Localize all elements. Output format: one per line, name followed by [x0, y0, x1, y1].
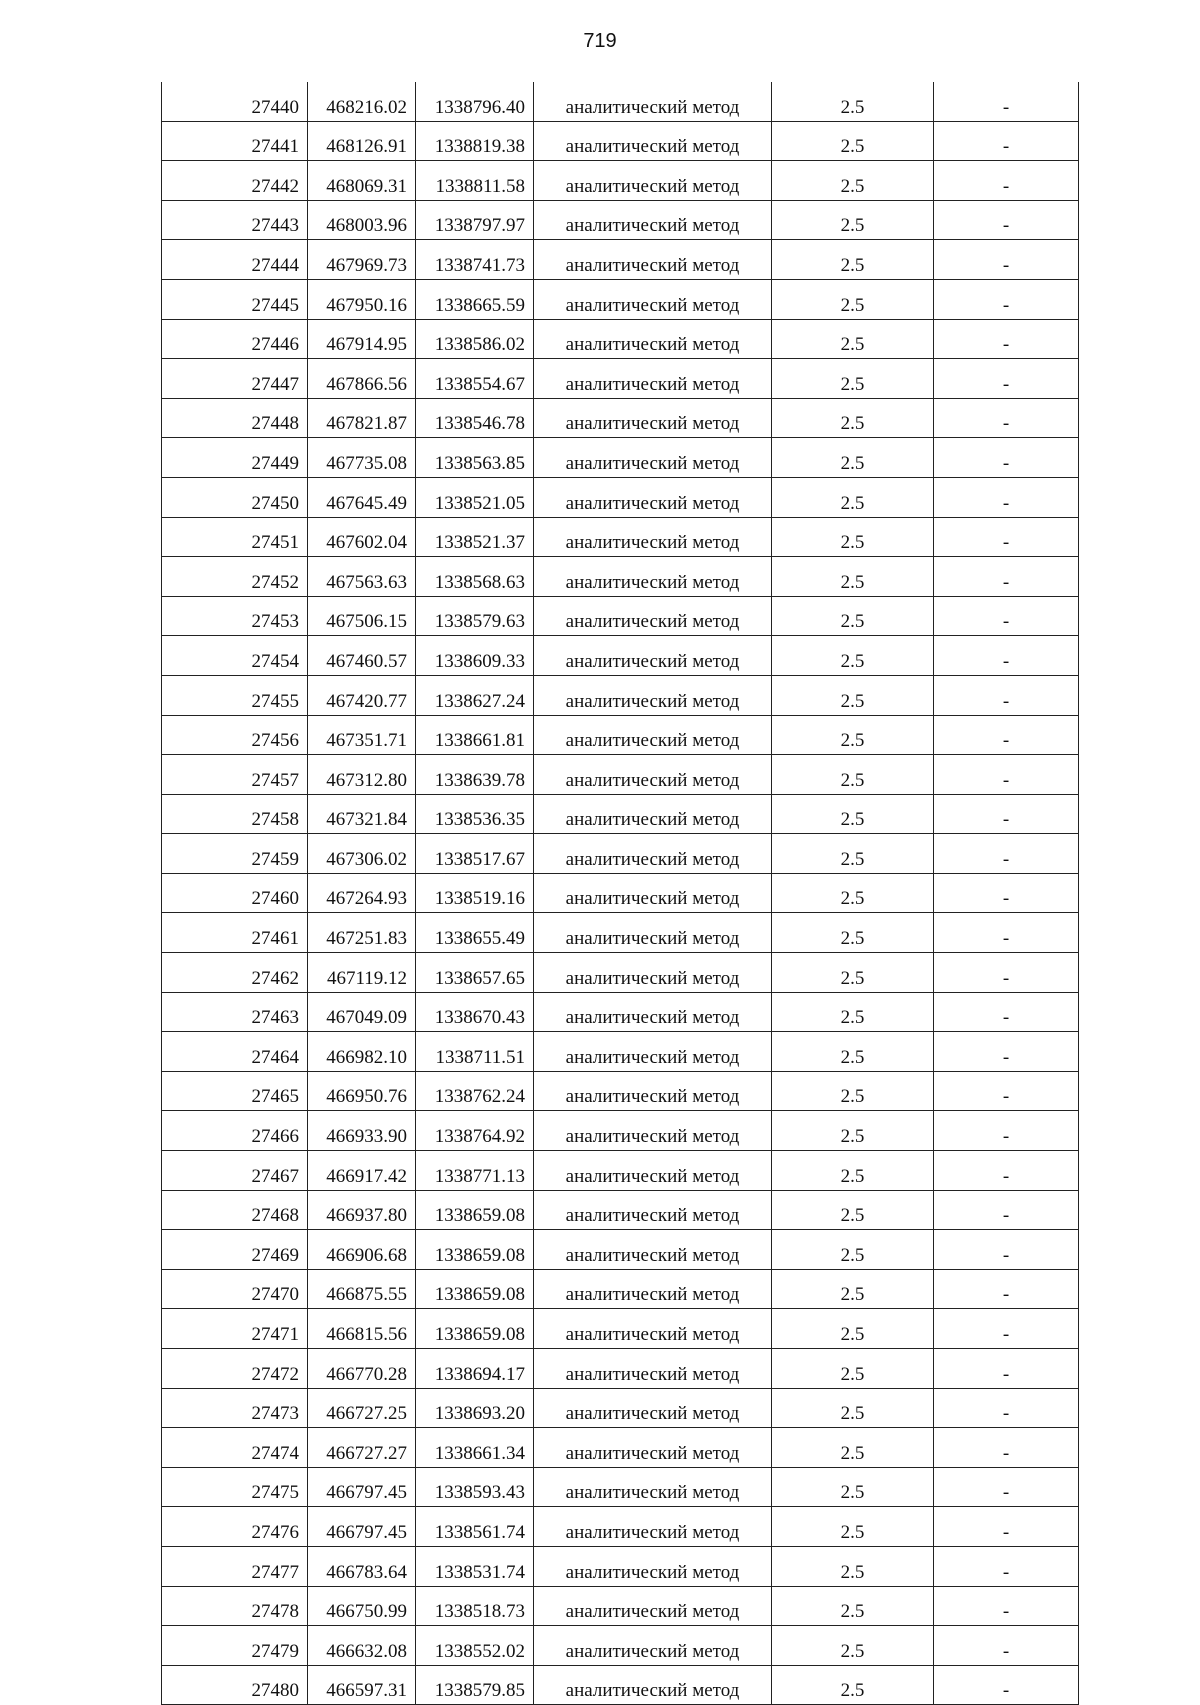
- point-number-cell: 27451: [162, 517, 308, 557]
- note-cell: -: [934, 121, 1079, 161]
- accuracy-cell: 2.5: [772, 1269, 934, 1309]
- accuracy-cell: 2.5: [772, 873, 934, 913]
- note-cell: -: [934, 1665, 1079, 1705]
- y-coordinate-cell: 1338741.73: [416, 240, 534, 280]
- point-number-cell: 27464: [162, 1032, 308, 1072]
- point-number-cell: 27456: [162, 715, 308, 755]
- note-cell: -: [934, 755, 1079, 795]
- note-cell: -: [934, 161, 1079, 201]
- y-coordinate-cell: 1338586.02: [416, 319, 534, 359]
- point-number-cell: 27442: [162, 161, 308, 201]
- table-row: [162, 953, 1079, 993]
- note-cell: -: [934, 1151, 1079, 1191]
- method-cell: аналитический метод: [534, 438, 772, 478]
- y-coordinate-cell: 1338519.16: [416, 873, 534, 913]
- x-coordinate-cell: 467420.77: [308, 675, 416, 715]
- table-row: [162, 82, 1079, 121]
- method-cell: аналитический метод: [534, 557, 772, 597]
- table-row: [162, 1428, 1079, 1468]
- x-coordinate-cell: 467049.09: [308, 992, 416, 1032]
- y-coordinate-cell: 1338771.13: [416, 1151, 534, 1191]
- note-cell: -: [934, 1546, 1079, 1586]
- table-row: [162, 319, 1079, 359]
- point-number-cell: 27471: [162, 1309, 308, 1349]
- point-number-cell: 27455: [162, 675, 308, 715]
- table-row: [162, 1546, 1079, 1586]
- x-coordinate-cell: 466815.56: [308, 1309, 416, 1349]
- point-number-cell: 27454: [162, 636, 308, 676]
- point-number-cell: 27447: [162, 359, 308, 399]
- point-number-cell: 27449: [162, 438, 308, 478]
- point-number-cell: 27468: [162, 1190, 308, 1230]
- accuracy-cell: 2.5: [772, 794, 934, 834]
- table-row: [162, 557, 1079, 597]
- y-coordinate-cell: 1338811.58: [416, 161, 534, 201]
- x-coordinate-cell: 467866.56: [308, 359, 416, 399]
- method-cell: аналитический метод: [534, 992, 772, 1032]
- table-row: [162, 1071, 1079, 1111]
- point-number-cell: 27477: [162, 1546, 308, 1586]
- point-number-cell: 27480: [162, 1665, 308, 1705]
- table-row: [162, 279, 1079, 319]
- x-coordinate-cell: 467506.15: [308, 596, 416, 636]
- method-cell: аналитический метод: [534, 1586, 772, 1626]
- y-coordinate-cell: 1338554.67: [416, 359, 534, 399]
- note-cell: -: [934, 1467, 1079, 1507]
- method-cell: аналитический метод: [534, 240, 772, 280]
- x-coordinate-cell: 468069.31: [308, 161, 416, 201]
- note-cell: -: [934, 953, 1079, 993]
- method-cell: аналитический метод: [534, 477, 772, 517]
- x-coordinate-cell: 468126.91: [308, 121, 416, 161]
- table-row: [162, 200, 1079, 240]
- accuracy-cell: 2.5: [772, 755, 934, 795]
- y-coordinate-cell: 1338711.51: [416, 1032, 534, 1072]
- x-coordinate-cell: 467251.83: [308, 913, 416, 953]
- accuracy-cell: 2.5: [772, 953, 934, 993]
- method-cell: аналитический метод: [534, 279, 772, 319]
- x-coordinate-cell: 467602.04: [308, 517, 416, 557]
- note-cell: -: [934, 1507, 1079, 1547]
- table-row: [162, 1309, 1079, 1349]
- note-cell: -: [934, 873, 1079, 913]
- point-number-cell: 27475: [162, 1467, 308, 1507]
- note-cell: -: [934, 794, 1079, 834]
- x-coordinate-cell: 466937.80: [308, 1190, 416, 1230]
- x-coordinate-cell: 467563.63: [308, 557, 416, 597]
- note-cell: -: [934, 1071, 1079, 1111]
- accuracy-cell: 2.5: [772, 1467, 934, 1507]
- note-cell: -: [934, 240, 1079, 280]
- accuracy-cell: 2.5: [772, 279, 934, 319]
- point-number-cell: 27472: [162, 1349, 308, 1389]
- point-number-cell: 27473: [162, 1388, 308, 1428]
- x-coordinate-cell: 467914.95: [308, 319, 416, 359]
- y-coordinate-cell: 1338764.92: [416, 1111, 534, 1151]
- y-coordinate-cell: 1338665.59: [416, 279, 534, 319]
- y-coordinate-cell: 1338568.63: [416, 557, 534, 597]
- x-coordinate-cell: 466727.27: [308, 1428, 416, 1468]
- note-cell: -: [934, 596, 1079, 636]
- y-coordinate-cell: 1338819.38: [416, 121, 534, 161]
- accuracy-cell: 2.5: [772, 1071, 934, 1111]
- y-coordinate-cell: 1338579.85: [416, 1665, 534, 1705]
- accuracy-cell: 2.5: [772, 1111, 934, 1151]
- method-cell: аналитический метод: [534, 1071, 772, 1111]
- note-cell: -: [934, 517, 1079, 557]
- method-cell: аналитический метод: [534, 1507, 772, 1547]
- accuracy-cell: 2.5: [772, 1388, 934, 1428]
- accuracy-cell: 2.5: [772, 596, 934, 636]
- point-number-cell: 27469: [162, 1230, 308, 1270]
- accuracy-cell: 2.5: [772, 1309, 934, 1349]
- note-cell: -: [934, 1269, 1079, 1309]
- point-number-cell: 27463: [162, 992, 308, 1032]
- point-number-cell: 27445: [162, 279, 308, 319]
- accuracy-cell: 2.5: [772, 992, 934, 1032]
- x-coordinate-cell: 467306.02: [308, 834, 416, 874]
- note-cell: -: [934, 834, 1079, 874]
- accuracy-cell: 2.5: [772, 557, 934, 597]
- point-number-cell: 27470: [162, 1269, 308, 1309]
- method-cell: аналитический метод: [534, 1190, 772, 1230]
- method-cell: аналитический метод: [534, 755, 772, 795]
- y-coordinate-cell: 1338670.43: [416, 992, 534, 1032]
- method-cell: аналитический метод: [534, 596, 772, 636]
- method-cell: аналитический метод: [534, 1546, 772, 1586]
- accuracy-cell: 2.5: [772, 319, 934, 359]
- y-coordinate-cell: 1338518.73: [416, 1586, 534, 1626]
- method-cell: аналитический метод: [534, 121, 772, 161]
- table-row: [162, 794, 1079, 834]
- x-coordinate-cell: 466950.76: [308, 1071, 416, 1111]
- accuracy-cell: 2.5: [772, 517, 934, 557]
- method-cell: аналитический метод: [534, 636, 772, 676]
- note-cell: -: [934, 636, 1079, 676]
- accuracy-cell: 2.5: [772, 200, 934, 240]
- x-coordinate-cell: 467735.08: [308, 438, 416, 478]
- method-cell: аналитический метод: [534, 161, 772, 201]
- point-number-cell: 27467: [162, 1151, 308, 1191]
- accuracy-cell: 2.5: [772, 1626, 934, 1666]
- point-number-cell: 27476: [162, 1507, 308, 1547]
- y-coordinate-cell: 1338659.08: [416, 1269, 534, 1309]
- table-row: [162, 1269, 1079, 1309]
- table-row: [162, 913, 1079, 953]
- accuracy-cell: 2.5: [772, 161, 934, 201]
- accuracy-cell: 2.5: [772, 121, 934, 161]
- note-cell: -: [934, 477, 1079, 517]
- table-row: [162, 1230, 1079, 1270]
- x-coordinate-cell: 467969.73: [308, 240, 416, 280]
- table-row: [162, 755, 1079, 795]
- note-cell: -: [934, 715, 1079, 755]
- y-coordinate-cell: 1338517.67: [416, 834, 534, 874]
- y-coordinate-cell: 1338627.24: [416, 675, 534, 715]
- y-coordinate-cell: 1338659.08: [416, 1230, 534, 1270]
- table-row: [162, 1190, 1079, 1230]
- table-row: [162, 834, 1079, 874]
- note-cell: -: [934, 438, 1079, 478]
- y-coordinate-cell: 1338659.08: [416, 1309, 534, 1349]
- note-cell: -: [934, 913, 1079, 953]
- method-cell: аналитический метод: [534, 873, 772, 913]
- x-coordinate-cell: 466797.45: [308, 1507, 416, 1547]
- y-coordinate-cell: 1338609.33: [416, 636, 534, 676]
- x-coordinate-cell: 466906.68: [308, 1230, 416, 1270]
- note-cell: -: [934, 1428, 1079, 1468]
- note-cell: -: [934, 1032, 1079, 1072]
- note-cell: -: [934, 398, 1079, 438]
- table-row: [162, 1626, 1079, 1666]
- point-number-cell: 27462: [162, 953, 308, 993]
- method-cell: аналитический метод: [534, 1111, 772, 1151]
- note-cell: -: [934, 1190, 1079, 1230]
- note-cell: -: [934, 557, 1079, 597]
- point-number-cell: 27459: [162, 834, 308, 874]
- y-coordinate-cell: 1338579.63: [416, 596, 534, 636]
- x-coordinate-cell: 466750.99: [308, 1586, 416, 1626]
- method-cell: аналитический метод: [534, 1151, 772, 1191]
- point-number-cell: 27457: [162, 755, 308, 795]
- method-cell: аналитический метод: [534, 675, 772, 715]
- accuracy-cell: 2.5: [772, 240, 934, 280]
- note-cell: -: [934, 82, 1079, 121]
- point-number-cell: 27446: [162, 319, 308, 359]
- point-number-cell: 27450: [162, 477, 308, 517]
- table-row: [162, 1388, 1079, 1428]
- method-cell: аналитический метод: [534, 953, 772, 993]
- y-coordinate-cell: 1338796.40: [416, 82, 534, 121]
- accuracy-cell: 2.5: [772, 1428, 934, 1468]
- note-cell: -: [934, 1111, 1079, 1151]
- note-cell: -: [934, 675, 1079, 715]
- y-coordinate-cell: 1338536.35: [416, 794, 534, 834]
- x-coordinate-cell: 468003.96: [308, 200, 416, 240]
- note-cell: -: [934, 1349, 1079, 1389]
- method-cell: аналитический метод: [534, 794, 772, 834]
- table-row: [162, 1507, 1079, 1547]
- note-cell: -: [934, 200, 1079, 240]
- point-number-cell: 27466: [162, 1111, 308, 1151]
- method-cell: аналитический метод: [534, 1309, 772, 1349]
- table-row: [162, 1151, 1079, 1191]
- y-coordinate-cell: 1338655.49: [416, 913, 534, 953]
- method-cell: аналитический метод: [534, 715, 772, 755]
- x-coordinate-cell: 467321.84: [308, 794, 416, 834]
- x-coordinate-cell: 466982.10: [308, 1032, 416, 1072]
- y-coordinate-cell: 1338762.24: [416, 1071, 534, 1111]
- accuracy-cell: 2.5: [772, 1190, 934, 1230]
- note-cell: -: [934, 1586, 1079, 1626]
- point-number-cell: 27458: [162, 794, 308, 834]
- x-coordinate-cell: 466770.28: [308, 1349, 416, 1389]
- method-cell: аналитический метод: [534, 913, 772, 953]
- y-coordinate-cell: 1338661.34: [416, 1428, 534, 1468]
- x-coordinate-cell: 466875.55: [308, 1269, 416, 1309]
- y-coordinate-cell: 1338657.65: [416, 953, 534, 993]
- accuracy-cell: 2.5: [772, 1507, 934, 1547]
- x-coordinate-cell: 466597.31: [308, 1665, 416, 1705]
- x-coordinate-cell: 466917.42: [308, 1151, 416, 1191]
- table-row: [162, 121, 1079, 161]
- note-cell: -: [934, 992, 1079, 1032]
- x-coordinate-cell: 466727.25: [308, 1388, 416, 1428]
- accuracy-cell: 2.5: [772, 1032, 934, 1072]
- point-number-cell: 27440: [162, 82, 308, 121]
- point-number-cell: 27443: [162, 200, 308, 240]
- point-number-cell: 27460: [162, 873, 308, 913]
- method-cell: аналитический метод: [534, 1349, 772, 1389]
- method-cell: аналитический метод: [534, 1665, 772, 1705]
- method-cell: аналитический метод: [534, 359, 772, 399]
- method-cell: аналитический метод: [534, 1230, 772, 1270]
- table-row: [162, 438, 1079, 478]
- table-row: [162, 715, 1079, 755]
- x-coordinate-cell: 466783.64: [308, 1546, 416, 1586]
- point-number-cell: 27452: [162, 557, 308, 597]
- x-coordinate-cell: 467821.87: [308, 398, 416, 438]
- y-coordinate-cell: 1338531.74: [416, 1546, 534, 1586]
- accuracy-cell: 2.5: [772, 636, 934, 676]
- table-row: [162, 675, 1079, 715]
- method-cell: аналитический метод: [534, 517, 772, 557]
- x-coordinate-cell: 467264.93: [308, 873, 416, 913]
- table-row: [162, 517, 1079, 557]
- table-row: [162, 398, 1079, 438]
- table-row: [162, 873, 1079, 913]
- x-coordinate-cell: 466632.08: [308, 1626, 416, 1666]
- table-row: [162, 240, 1079, 280]
- note-cell: -: [934, 319, 1079, 359]
- table-row: [162, 1665, 1079, 1705]
- accuracy-cell: 2.5: [772, 1349, 934, 1389]
- method-cell: аналитический метод: [534, 1467, 772, 1507]
- accuracy-cell: 2.5: [772, 1586, 934, 1626]
- point-number-cell: 27461: [162, 913, 308, 953]
- method-cell: аналитический метод: [534, 1032, 772, 1072]
- table-row: [162, 161, 1079, 201]
- point-number-cell: 27453: [162, 596, 308, 636]
- accuracy-cell: 2.5: [772, 1151, 934, 1191]
- y-coordinate-cell: 1338694.17: [416, 1349, 534, 1389]
- y-coordinate-cell: 1338639.78: [416, 755, 534, 795]
- accuracy-cell: 2.5: [772, 438, 934, 478]
- method-cell: аналитический метод: [534, 200, 772, 240]
- y-coordinate-cell: 1338561.74: [416, 1507, 534, 1547]
- x-coordinate-cell: 467312.80: [308, 755, 416, 795]
- accuracy-cell: 2.5: [772, 1230, 934, 1270]
- y-coordinate-cell: 1338593.43: [416, 1467, 534, 1507]
- coordinates-table: [161, 82, 1079, 1705]
- x-coordinate-cell: 467950.16: [308, 279, 416, 319]
- accuracy-cell: 2.5: [772, 1665, 934, 1705]
- table-row: [162, 1032, 1079, 1072]
- table-row: [162, 1111, 1079, 1151]
- x-coordinate-cell: 468216.02: [308, 82, 416, 121]
- accuracy-cell: 2.5: [772, 715, 934, 755]
- accuracy-cell: 2.5: [772, 913, 934, 953]
- table-row: [162, 477, 1079, 517]
- note-cell: -: [934, 279, 1079, 319]
- note-cell: -: [934, 1309, 1079, 1349]
- accuracy-cell: 2.5: [772, 398, 934, 438]
- table-row: [162, 1467, 1079, 1507]
- coordinates-table-body: [162, 82, 1079, 1705]
- y-coordinate-cell: 1338546.78: [416, 398, 534, 438]
- note-cell: -: [934, 359, 1079, 399]
- x-coordinate-cell: 467460.57: [308, 636, 416, 676]
- table-row: [162, 1349, 1079, 1389]
- accuracy-cell: 2.5: [772, 477, 934, 517]
- method-cell: аналитический метод: [534, 1626, 772, 1666]
- method-cell: аналитический метод: [534, 1388, 772, 1428]
- point-number-cell: 27479: [162, 1626, 308, 1666]
- accuracy-cell: 2.5: [772, 82, 934, 121]
- method-cell: аналитический метод: [534, 398, 772, 438]
- table-row: [162, 1586, 1079, 1626]
- x-coordinate-cell: 467351.71: [308, 715, 416, 755]
- method-cell: аналитический метод: [534, 834, 772, 874]
- x-coordinate-cell: 466933.90: [308, 1111, 416, 1151]
- x-coordinate-cell: 467645.49: [308, 477, 416, 517]
- page-number: 719: [583, 30, 617, 52]
- accuracy-cell: 2.5: [772, 359, 934, 399]
- method-cell: аналитический метод: [534, 82, 772, 121]
- y-coordinate-cell: 1338552.02: [416, 1626, 534, 1666]
- table-row: [162, 636, 1079, 676]
- x-coordinate-cell: 467119.12: [308, 953, 416, 993]
- point-number-cell: 27474: [162, 1428, 308, 1468]
- note-cell: -: [934, 1230, 1079, 1270]
- y-coordinate-cell: 1338521.37: [416, 517, 534, 557]
- table-row: [162, 992, 1079, 1032]
- y-coordinate-cell: 1338563.85: [416, 438, 534, 478]
- point-number-cell: 27478: [162, 1586, 308, 1626]
- y-coordinate-cell: 1338521.05: [416, 477, 534, 517]
- y-coordinate-cell: 1338659.08: [416, 1190, 534, 1230]
- point-number-cell: 27448: [162, 398, 308, 438]
- method-cell: аналитический метод: [534, 319, 772, 359]
- note-cell: -: [934, 1388, 1079, 1428]
- accuracy-cell: 2.5: [772, 834, 934, 874]
- y-coordinate-cell: 1338661.81: [416, 715, 534, 755]
- method-cell: аналитический метод: [534, 1269, 772, 1309]
- table-row: [162, 359, 1079, 399]
- table-row: [162, 596, 1079, 636]
- y-coordinate-cell: 1338693.20: [416, 1388, 534, 1428]
- point-number-cell: 27444: [162, 240, 308, 280]
- accuracy-cell: 2.5: [772, 1546, 934, 1586]
- y-coordinate-cell: 1338797.97: [416, 200, 534, 240]
- method-cell: аналитический метод: [534, 1428, 772, 1468]
- point-number-cell: 27465: [162, 1071, 308, 1111]
- note-cell: -: [934, 1626, 1079, 1666]
- point-number-cell: 27441: [162, 121, 308, 161]
- accuracy-cell: 2.5: [772, 675, 934, 715]
- x-coordinate-cell: 466797.45: [308, 1467, 416, 1507]
